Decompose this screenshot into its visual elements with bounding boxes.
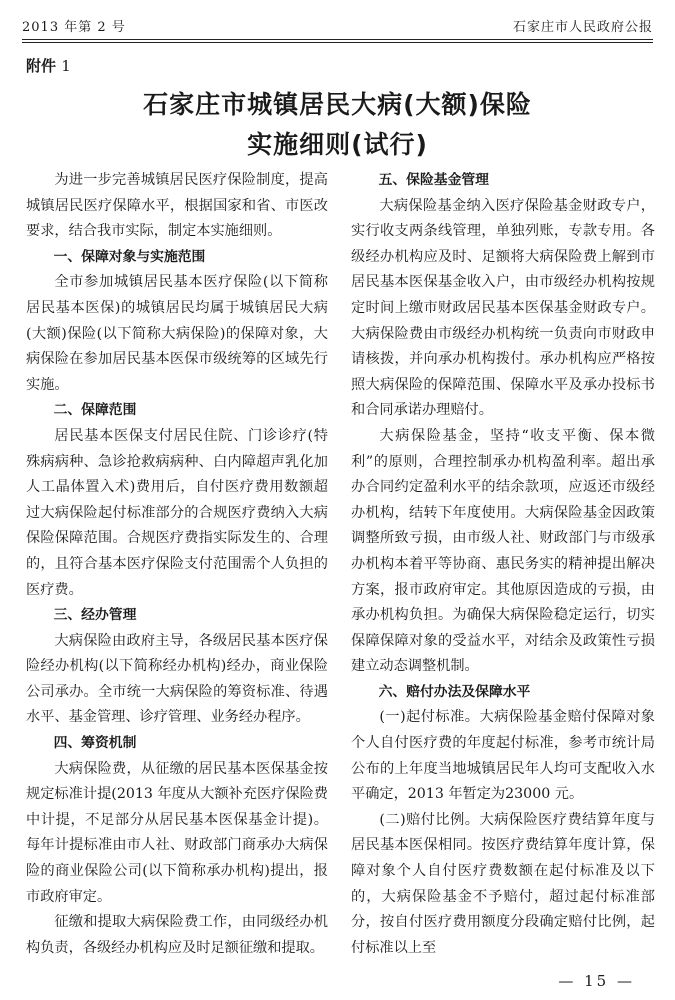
- paragraph: (一)起付标准。大病保险基金赔付保障对象个人自付医疗费的年度起付标准，参考市统计局公布的上年度当地城镇居民年人均可支配收入水平确定，2013 年暂定为23000 元。: [351, 709, 655, 803]
- section-heading: 五、保险基金管理: [378, 172, 489, 188]
- running-header: [22, 14, 653, 36]
- header-rule: [22, 39, 653, 40]
- title-line-1: 石家庄市城镇居民大病(大额)保险: [143, 90, 532, 119]
- paragraph: 大病保险费，从征缴的居民基本医保基金按规定标准计提(2013 年度从大额补充医疗保险费中计提，不足部分从居民基本医保基金计提)。每年计提标准由市人社、财政部门商承办大病保险的商业保险公司(以下简称承办机构)提出，报市政府审定。: [26, 760, 328, 905]
- section-heading: 二、保障范围: [53, 402, 137, 419]
- paragraph: 大病保险基金，坚持“收支平衡、保本微利”的原则，合理控制承办机构盈利率。超出承办合同约定盈利水平的结余款项，应返还市级经办机构，结转下年度使用。大病保险基金因政策调整所致亏损，由市级人社、财政部门与市级承办机构本着平等协商、惠民务实的精神提出解决方案，报市政府审定。其他原因造成的亏损，由承办机构负担。为确保大病保险稳定运行，切实保障保障对象的受益水平，对结余及政策性亏损建立动态调整机制。: [351, 427, 655, 675]
- right-column: [351, 168, 655, 961]
- paragraph: 为进一步完善城镇居民医疗保险制度，提高城镇居民医疗保障水平，根据国家和省、市医改要求，结合我市实际，制定本实施细则。: [26, 172, 328, 240]
- header-rule-thin: [22, 42, 653, 43]
- section-heading: 六、赔付办法及保障水平: [378, 683, 531, 700]
- publication-name: 石家庄市人民政府公报: [512, 20, 653, 35]
- attachment-prefix: 附件: [26, 57, 57, 75]
- paragraph: 大病保险由政府主导，各级居民基本医疗保险经办机构(以下简称经办机构)经办，商业保险公司承办。全市统一大病保险的筹资标准、待遇水平、基金管理、诊疗管理、业务经办程序。: [26, 632, 328, 726]
- paragraph: 全市参加城镇居民基本医疗保险(以下简称居民基本医保)的城镇居民均属于城镇居民大病(大额)保险(以下简称大病保险)的保障对象，大病保险在参加居民基本医保市级统筹的区域先行实施。: [26, 274, 328, 393]
- document-title: [0, 85, 675, 165]
- section-heading: 四、筹资机制: [53, 735, 137, 752]
- title-line-2: 实施细则(试行): [247, 130, 428, 159]
- attachment-number: 1: [61, 57, 71, 75]
- paragraph: (二)赔付比例。大病保险医疗费结算年度与居民基本医保相同。按医疗费结算年度计算，保障对象个人自付医疗费数额在起付标准及以下的，大病保险基金不予赔付，超过起付标准部分，按自付医疗费用额度分段确定赔付比例，起付标准以上至: [351, 811, 655, 956]
- page-number: — 15 —: [558, 972, 635, 990]
- section-heading: 三、经办管理: [53, 607, 137, 624]
- paragraph: 居民基本医保支付居民住院、门诊诊疗(特殊病病种、急诊抢救病病种、白内障超声乳化加人工晶体置入术)费用后，自付医疗费用数额超过大病保险起付标准部分的合规医疗费纳入大病保险保障范围。合规医疗费指实际发生的、合理的，且符合基本医疗保险支付范围需个人负担的医疗费。: [26, 427, 328, 598]
- section-heading: 一、保障对象与实施范围: [53, 248, 206, 265]
- left-column: [26, 168, 328, 961]
- issue-number: 2013 年第 2 号: [22, 20, 126, 35]
- paragraph: 大病保险基金纳入医疗保险基金财政专户，实行收支两条线管理，单独列账，专款专用。各级经办机构应及时、足额将大病保险费上解到市居民基本医保基金收入户，由市级经办机构按规定时间上缴市财政居民基本医保基金财政专户。大病保险费由市级经办机构统一负责向市财政申请核拨，并向承办机构拨付。承办机构应严格按照大病保险的保障范围、保障水平及承办投标书和合同承诺办理赔付。: [351, 197, 655, 419]
- attachment-label: [26, 55, 71, 76]
- paragraph: 征缴和提取大病保险费工作，由同级经办机构负责，各级经办机构应及时足额征缴和提取。: [26, 914, 328, 956]
